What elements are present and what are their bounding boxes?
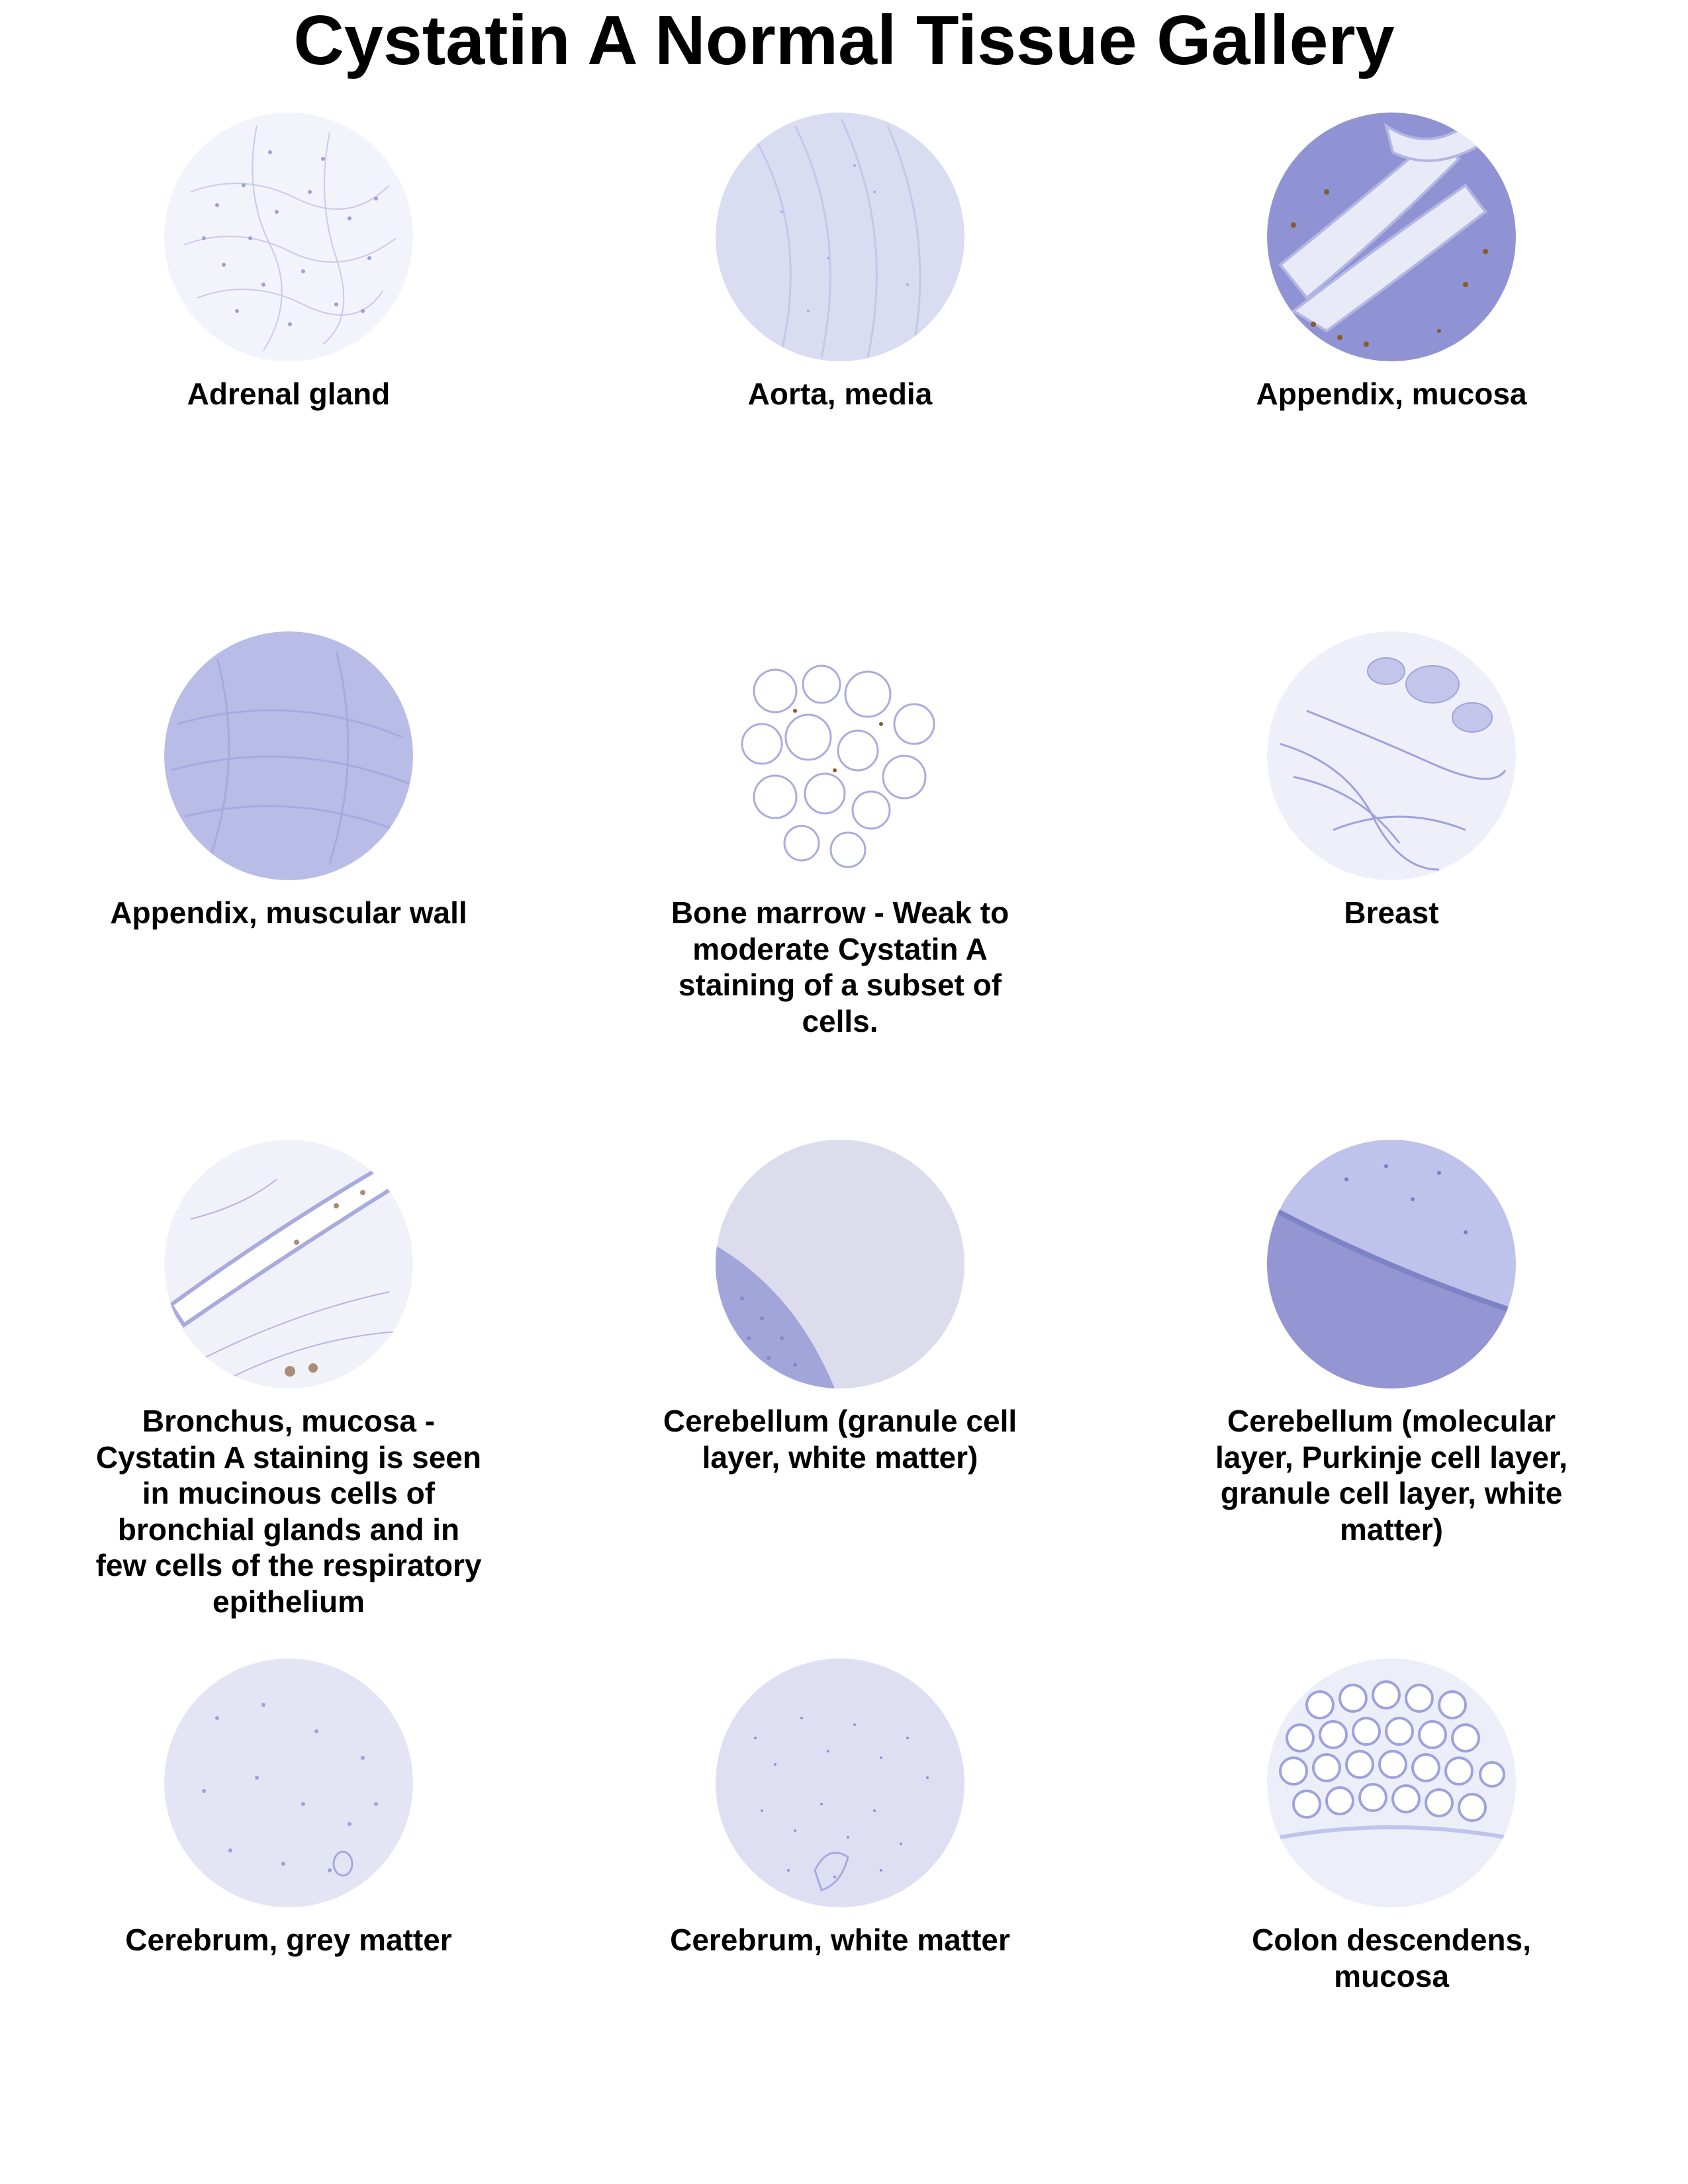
- tissue-caption: Adrenal gland: [187, 377, 391, 411]
- tissue-core-image: [716, 631, 964, 880]
- tissue-core-image: [1267, 631, 1516, 880]
- tissue-caption: Cerebellum (molecular layer, Purkinje cell layer, granule cell layer, white matter): [1215, 1404, 1568, 1547]
- tissue-core-image: [164, 1140, 413, 1388]
- tissue-caption: Aorta, media: [747, 377, 933, 411]
- tissue-caption: Bone marrow - Weak to moderate Cystatin A staining of a subset of cells.: [671, 895, 1009, 1038]
- tissue-core-image: [716, 1140, 964, 1388]
- tissue-caption: Cerebrum, white matter: [670, 1923, 1010, 1957]
- tissue-core-image: [164, 113, 413, 361]
- tissue-caption: Breast: [1344, 895, 1439, 930]
- tissue-core-image: [164, 1659, 413, 1907]
- tissue-core-image: [164, 631, 413, 880]
- page-title: Cystatin A Normal Tissue Gallery: [293, 1, 1395, 79]
- tissue-core-image: [716, 1659, 964, 1907]
- tissue-caption: Appendix, mucosa: [1256, 377, 1527, 411]
- tissue-core-image: [1267, 1659, 1516, 1907]
- tissue-core-image: [716, 113, 964, 361]
- tissue-caption: Cerebellum (granule cell layer, white matter): [663, 1404, 1017, 1475]
- tissue-caption: Appendix, muscular wall: [110, 895, 467, 930]
- tissue-core-image: [1267, 113, 1516, 361]
- tissue-caption: Cerebrum, grey matter: [125, 1923, 452, 1957]
- tissue-caption: Colon descendens, mucosa: [1252, 1923, 1531, 1993]
- tissue-core-image: [1267, 1140, 1516, 1388]
- tissue-caption: Bronchus, mucosa - Cystatin A staining is seen in mucinous cells of bronchial glands and in few cells of the respiratory epithelium: [95, 1404, 482, 1619]
